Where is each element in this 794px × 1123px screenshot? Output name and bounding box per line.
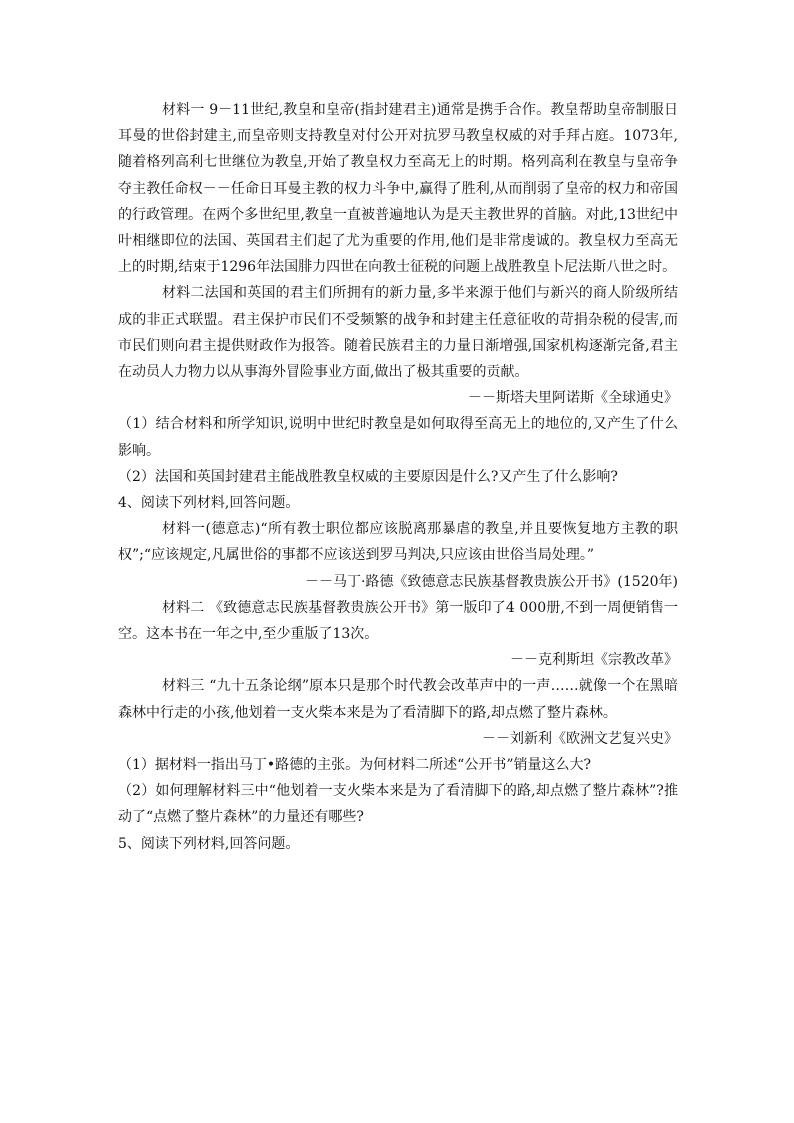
question-item: （2）法国和英国封建君主能战胜教皇权威的主要原因是什么?又产生了什么影响? [118,468,618,485]
question-item: （2）如何理解材料三中“他划着一支火柴本来是为了看清脚下的路,却点燃了整片森林”?推动了“点燃了整片森林”的力量还有哪些? [118,783,678,826]
source-citation: －－克利斯坦《宗教改革》 [510,652,678,669]
source-citation: －－马丁·路德《致德意志民族基督教贵族公开书》(1520年) [304,573,678,590]
question-item: （1）据材料一指出马丁•路德的主张。为何材料二所述“公开书”销量这么大? [118,757,591,774]
source-citation: －－刘新利《欧洲文艺复兴史》 [482,730,678,747]
material-1-paragraph: 材料一 9－11世纪,教皇和皇帝(指封建君主)通常是携手合作。教皇帮助皇帝制服日耳曼的世俗封建主,而皇帝则支持教皇对付公开对抗罗马教皇权威的对手拜占庭。1073年,随着格列高利七世继位为教皇,开始了教皇权力至高无上的时期。格列高利在教皇与皇帝争夺主教任命权－－任命日耳曼主教的权力斗争中,赢得了胜利,从而削弱了皇帝的权力和帝国的行政管理。在两个多世纪里,教皇一直被普遍地认为是天主教世界的首脑。对此,13世纪中叶相继即位的法国、英国君主们起了尤为重要的作用,他们是非常虔诚的。教皇权力至高无上的时期,结束于1296年法国腓力四世在向教士征税的问题上战胜教皇卜尼法斯八世之时。 [118,102,678,276]
material-2-paragraph: 材料二 《致德意志民族基督教贵族公开书》第一版印了4 000册,不到一周便销售一空。这本书在一年之中,至少重版了13次。 [118,599,678,643]
question-heading: 4、阅读下列材料,回答问题。 [118,495,300,512]
material-1-paragraph: 材料一(德意志)“所有教士职位都应该脱离那暴虐的教皇,并且要恢复地方主教的职权”;“应该规定,凡属世俗的事都不应该送到罗马判决,只应该由世俗当局处理。” [118,521,678,564]
question-heading: 5、阅读下列材料,回答问题。 [118,835,300,852]
material-3-paragraph: 材料三 “九十五条论纲”原本只是那个时代教会改革声中的一声……就像一个在黑暗森林中行走的小孩,他划着一支火柴本来是为了看清脚下的路,却点燃了整片森林。 [118,678,678,721]
material-2-paragraph: 材料二法国和英国的君主们所拥有的新力量,多半来源于他们与新兴的商人阶级所结成的非正式联盟。君主保护市民们不受频繁的战争和封建主任意征收的苛捐杂税的侵害,而市民们则向君主提供财政作为报答。随着民族君主的力量日渐增强,国家机构逐渐完备,君主在动员人力物力以从事海外冒险事业方面,做出了极其重要的贡献。 [118,285,678,381]
question-item: （1）结合材料和所学知识,说明中世纪时教皇是如何取得至高无上的地位的,又产生了什么影响。 [118,416,678,459]
source-citation: －－斯塔夫里阿诺斯《全球通史》 [468,390,678,407]
document-body [118,97,678,857]
